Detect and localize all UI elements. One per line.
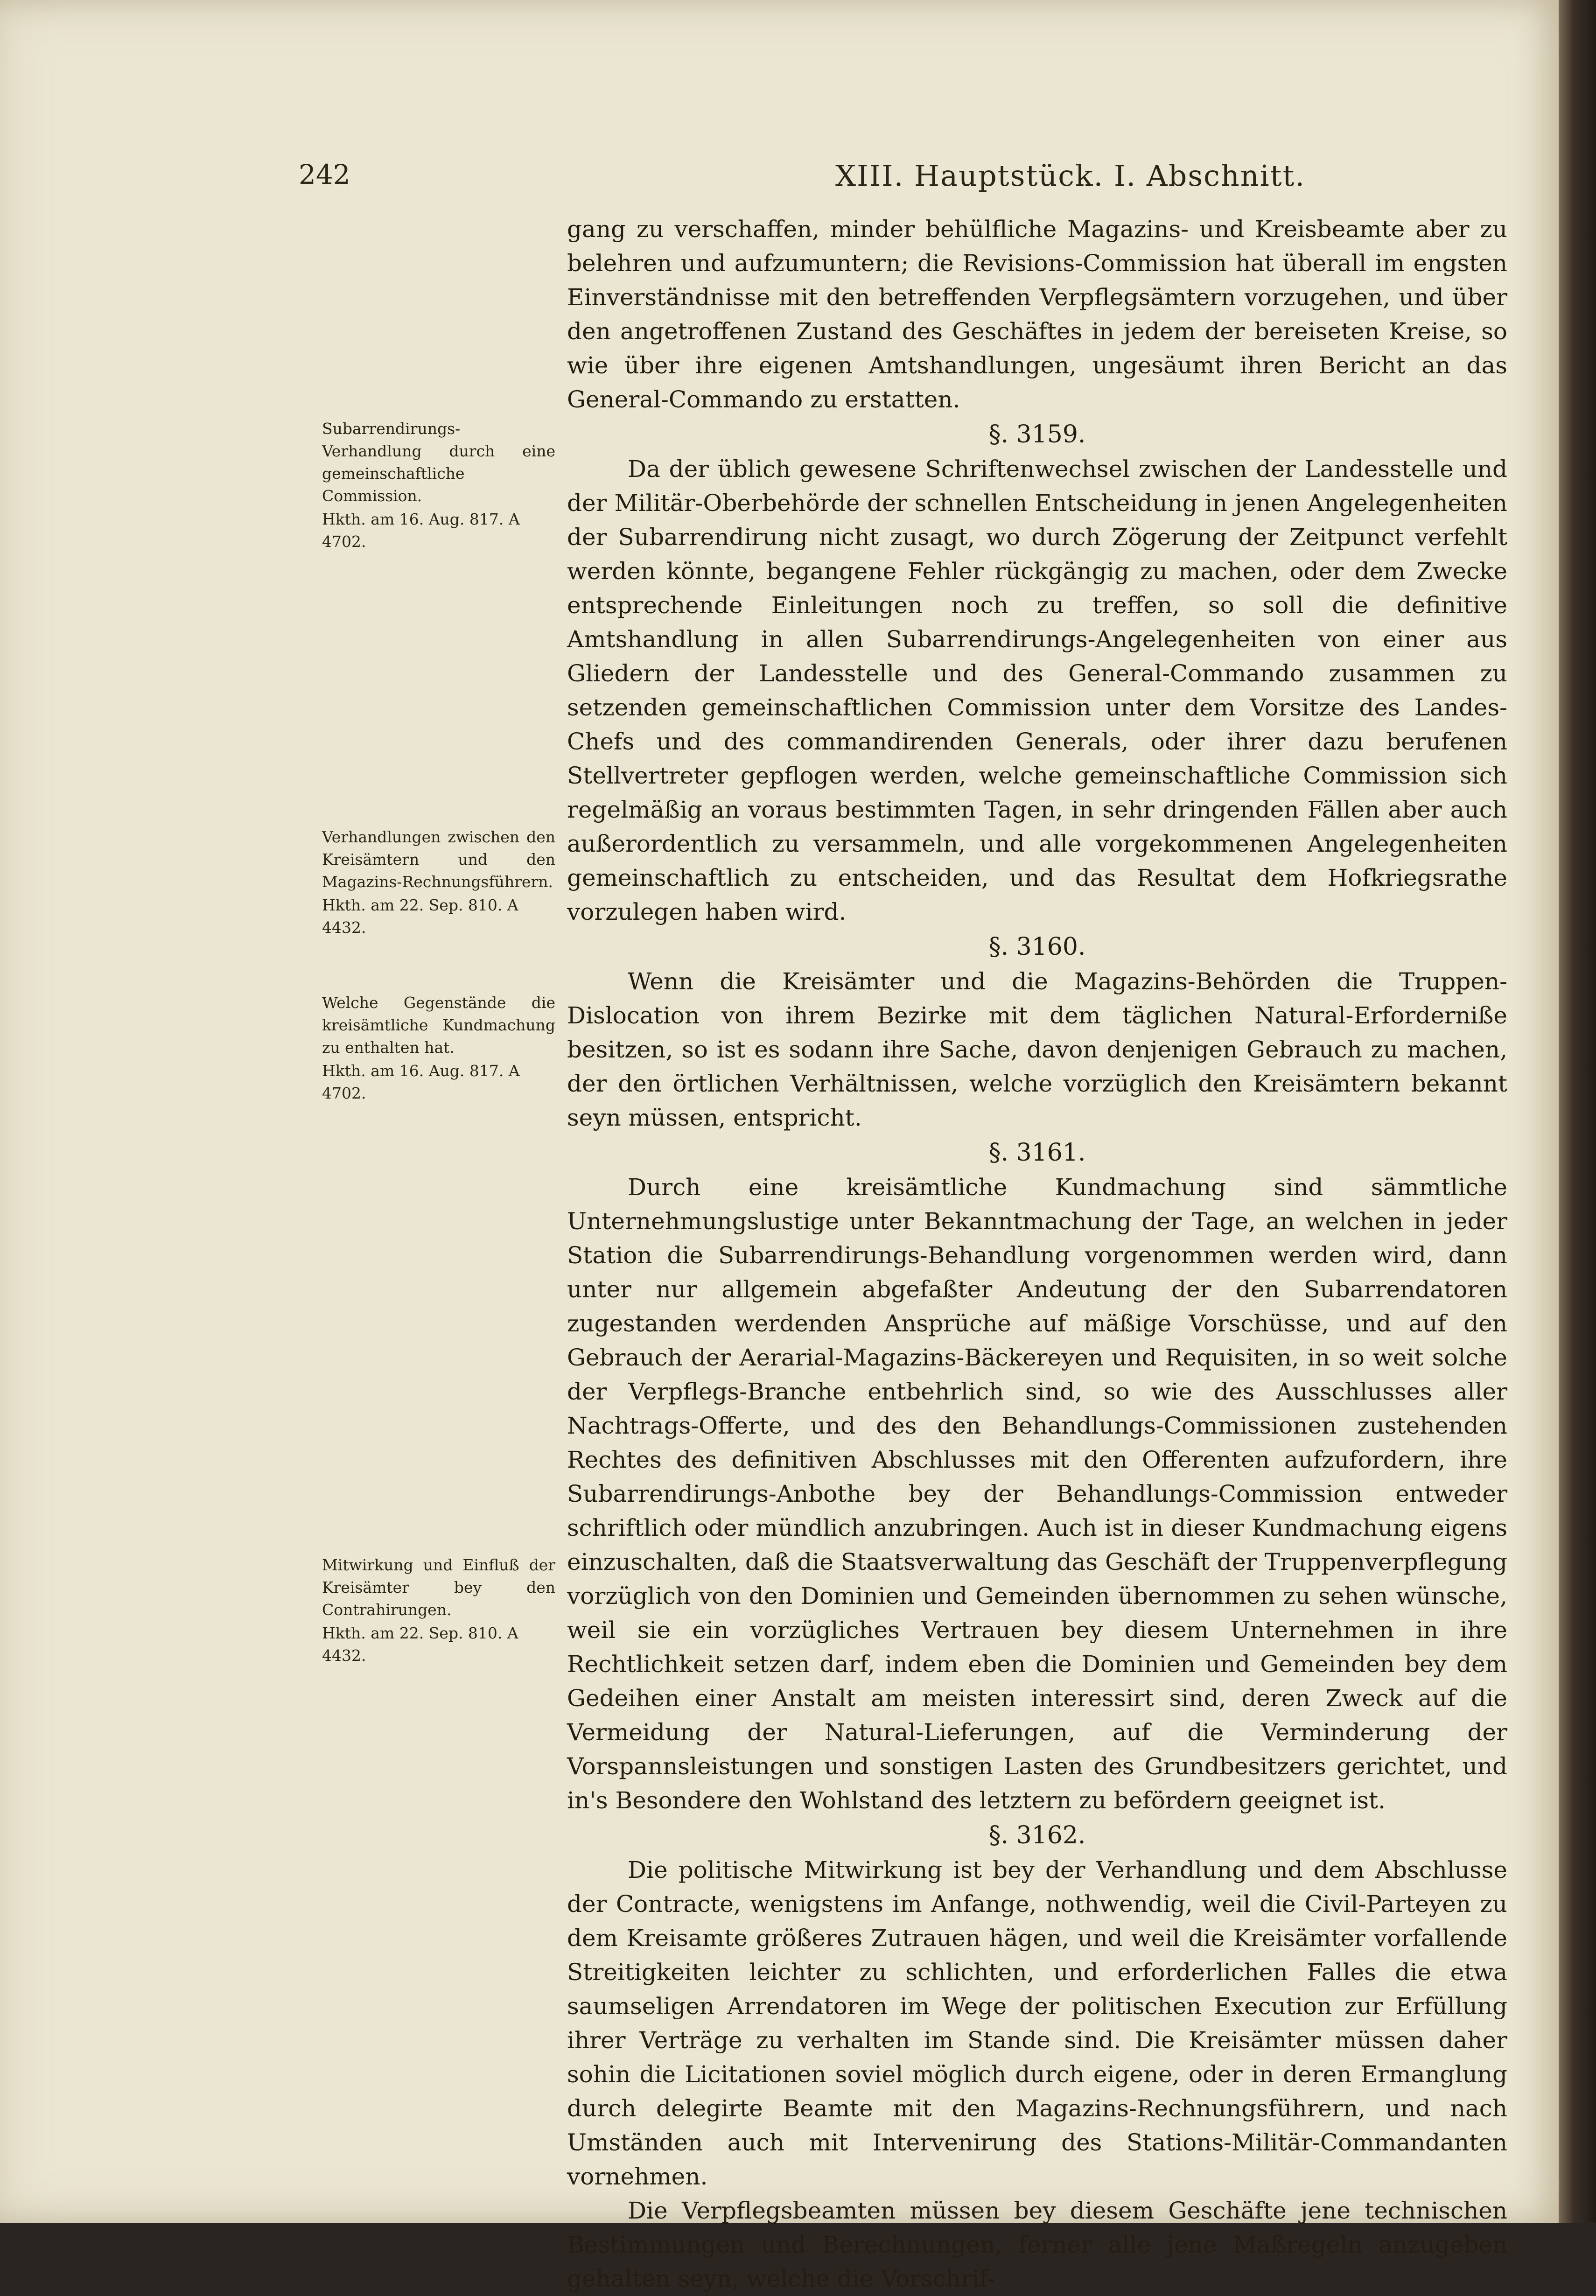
margin-note-3161 [322, 992, 555, 1105]
margin-note-3160 [322, 826, 555, 939]
margin-note-3162 [322, 1554, 555, 1667]
main-text [567, 212, 1507, 2296]
margin-note-text: Welche Gegenstände die kreisämtliche Kundmachung zu enthalten hat. [322, 994, 555, 1057]
section-3160-text: Wenn die Kreisämter und die Magazins-Behörden die Truppen-Dislocation von ihrem Bezirke mit dem täglichen Natural-Erforderniße besitzen, so ist es sodann ihre Sache, davon denjenigen Gebrauch zu machen, der den örtlichen Verhältnissen, welche vorzüglich den Kreisämtern bekannt seyn müssen, entspricht. [567, 968, 1507, 1131]
margin-note-text: Mitwirkung und Einfluß der Kreisämter bey den Contrahirungen. [322, 1556, 555, 1619]
margin-note-3159 [322, 418, 555, 553]
margin-note-text: Subarrendirungs-Verhandlung durch eine gemeinschaftliche Commission. [322, 420, 555, 505]
section-3161-text: Durch eine kreisämtliche Kundmachung sind sämmtliche Unternehmungslustige unter Bekanntmachung der Tage, an welchen in jeder Station die Subarrendirungs-Behandlung vorgenommen werden wird, dann unter nur allgemein abgefaßter Andeutung der den Subarrendatoren zugestanden werdenden Ansprüche auf mäßige Vorschüsse, und auf den Gebrauch der Aerarial-Magazins-Bäckereyen und Requisiten, in so weit solche der Verpflegs-Branche entbehrlich sind, so wie des Ausschlusses aller Nachtrags-Offerte, und des den Behandlungs-Commissionen zustehenden Rechtes des definitiven Abschlusses mit den Offerenten aufzufordern, ihre Subarrendirungs-Anbothe bey der Behandlungs-Commission entweder schriftlich oder mündlich anzubringen. Auch ist in dieser Kundmachung eigens einzuschalten, daß die Staatsverwaltung das Geschäft der Truppenverpflegung vorzüglich von den Dominien und Gemeinden übernommen zu sehen wünsche, weil sie ein vorzügliches Vertrauen bey diesem Unternehmen in ihre Rechtlichkeit setzen darf, indem eben die Dominien und Gemeinden bey dem Gedeihen einer Anstalt am meisten interessirt sind, deren Zweck auf die Vermeidung der Natural-Lieferungen, auf die Verminderung der Vorspannsleistungen und sonstigen Lasten des Grundbesitzers gerichtet, und in's Besondere den Wohlstand des letztern zu befördern geeignet ist. [567, 1174, 1507, 1814]
margin-note-text: Verhandlungen zwischen den Kreisämtern und den Magazins-Rechnungsführern. [322, 828, 555, 891]
section-3162-text: Die politische Mitwirkung ist bey der Verhandlung und dem Abschlusse der Contracte, wenigstens im Anfange, nothwendig, weil die Civil-Parteyen zu dem Kreisamte größeres Zutrauen hägen, und weil die Kreisämter vorfallende Streitigkeiten leichter zu schlichten, und erforderlichen Falles die etwa saumseligen Arrendatoren im Wege der politischen Execution zur Erfüllung ihrer Verträge zu verhalten im Stande sind. Die Kreisämter müssen daher sohin die Licitationen soviel möglich durch eigene, oder in deren Ermanglung durch delegirte Beamte mit den Magazins-Rechnungsführern, und nach Umständen auch mit Intervenirung des Stations-Militär-Commandanten vornehmen. [567, 1856, 1507, 2190]
margin-note-reference: Hkth. am 22. Sep. 810. A 4432. [322, 1624, 518, 1665]
margin-note-reference: Hkth. am 22. Sep. 810. A 4432. [322, 896, 518, 937]
section-number-3159: §. 3159. [988, 420, 1086, 448]
book-binding-edge [1559, 0, 1596, 2223]
section-number-3161: §. 3161. [988, 1139, 1086, 1167]
page-number: 242 [299, 159, 350, 190]
section-number-3160: §. 3160. [988, 933, 1086, 961]
section-3162-text-continued: Die Verpflegsbeamten müssen bey diesem Geschäfte jene technischen Bestimmungen und Berechnungen, ferner alle jene Maßregeln anzugeben gehalten seyn, welche die Vorschrif- [567, 2197, 1507, 2292]
section-3159-text: Da der üblich gewesene Schriftenwechsel zwischen der Landesstelle und der Militär-Oberbehörde der schnellen Entscheidung in jenen Angelegenheiten der Subarrendirung nicht zusagt, wo durch Zögerung der Zeitpunct verfehlt werden könnte, begangene Fehler rückgängig zu machen, oder dem Zwecke entsprechende Einleitungen noch zu treffen, so soll die definitive Amtshandlung in allen Subarrendirungs-Angelegenheiten von einer aus Gliedern der Landesstelle und des General-Commando zusammen zu setzenden gemeinschaftlichen Commission unter dem Vorsitze des Landes-Chefs und des commandirenden Generals, oder ihrer dazu berufenen Stellvertreter gepflogen werden, welche gemeinschaftliche Commission sich regelmäßig an voraus bestimmten Tagen, in sehr dringenden Fällen aber auch außerordentlich zu versammeln, und alle vorgekommenen Angelegenheiten gemeinschaftlich zu entscheiden, und das Resultat dem Hofkriegsrathe vorzulegen haben wird. [567, 455, 1507, 925]
intro-paragraph: gang zu verschaffen, minder behülfliche Magazins- und Kreisbeamte aber zu belehren und aufzumuntern; die Revisions-Commission hat überall im engsten Einverständnisse mit den betreffenden Verpflegsämtern vorzugehen, und über den angetroffenen Zustand des Geschäftes in jedem der bereiseten Kreise, so wie über ihre eigenen Amtshandlungen, ungesäumt ihren Bericht an das General-Commando zu erstatten. [567, 216, 1507, 413]
running-head: XIII. Hauptstück. I. Abschnitt. [835, 159, 1306, 193]
margin-note-reference: Hkth. am 16. Aug. 817. A 4702. [322, 510, 520, 551]
page-header [299, 154, 1484, 205]
margin-note-reference: Hkth. am 16. Aug. 817. A 4702. [322, 1062, 520, 1102]
section-number-3162: §. 3162. [988, 1821, 1086, 1849]
